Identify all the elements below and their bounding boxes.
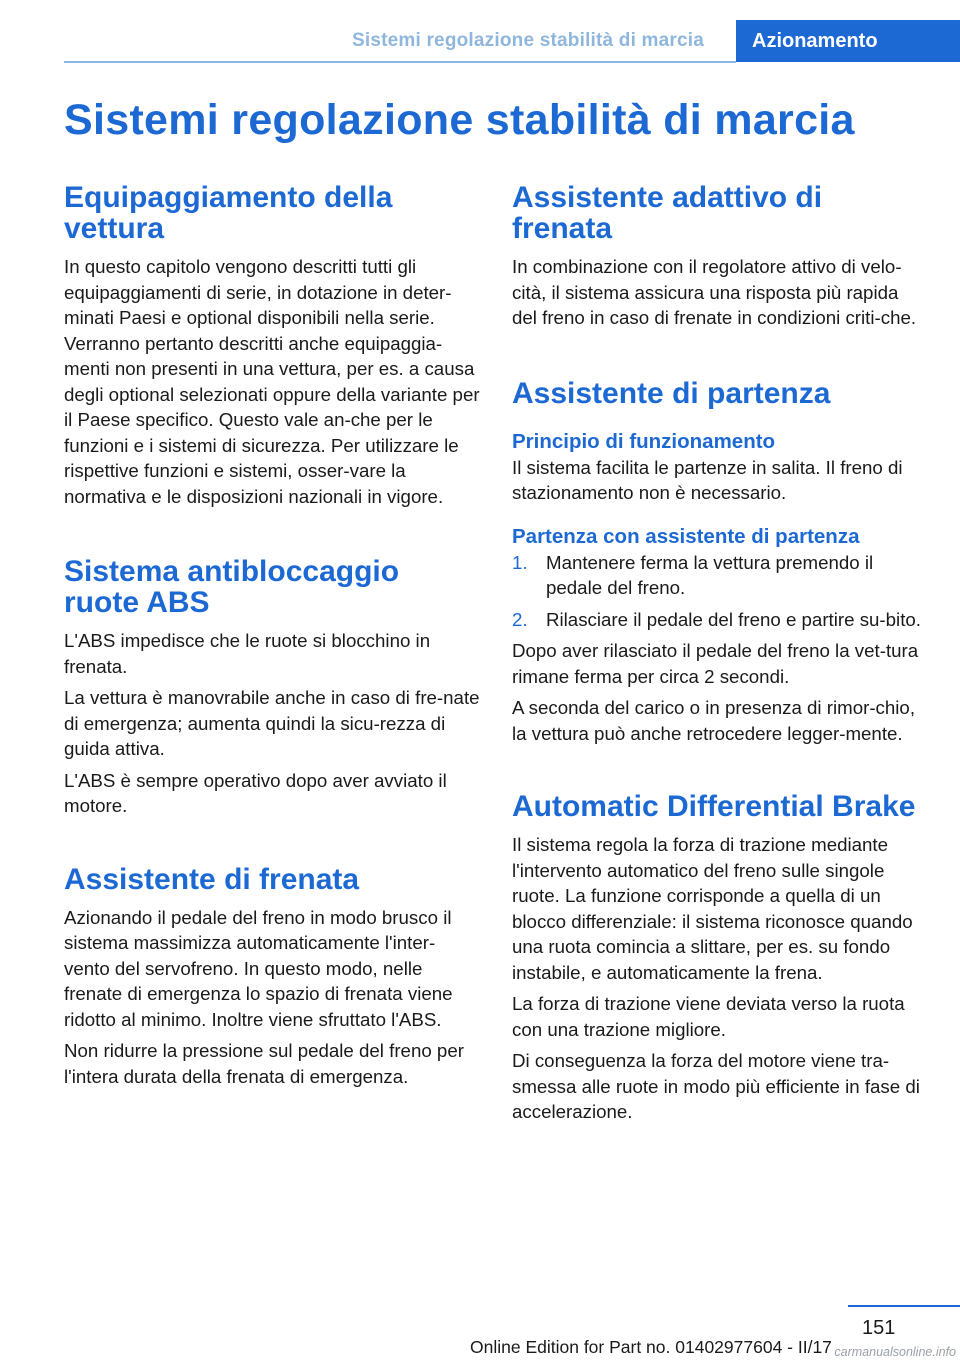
heading-adaptive-brake: Assistente adattivo di frenata [512, 181, 823, 245]
page-title: Sistemi regolazione stabilità di marcia [64, 96, 855, 144]
paragraph-start-1: Dopo aver rilasciato il pedale del freno la vet-tura rimane ferma per circa 2 secondi. [512, 640, 919, 687]
header-divider [64, 61, 736, 63]
heading-brake-assist: Assistente di frenata [64, 862, 360, 896]
heading-adb: Automatic Differential Brake [512, 790, 916, 823]
paragraph-principle: Il sistema facilita le partenze in salita. Il freno di stazionamento non è necessario. [512, 456, 903, 503]
subheading-start-with-assist: Partenza con assistente di partenza [512, 524, 860, 548]
paragraph-adb-2: La forza di trazione viene deviata verso la ruota con una trazione migliore. [512, 993, 905, 1040]
edition-note: Online Edition for Part no. 01402977604 - II/17 [470, 1337, 832, 1357]
paragraph-abs-1: L'ABS impedisce che le ruote si blocchino in frenata. [64, 630, 431, 677]
watermark: carmanualsonline.info [834, 1345, 956, 1359]
paragraph-abs-3: L'ABS è sempre operativo dopo aver avviato il motore. [64, 769, 447, 816]
paragraph-adb-3: Di conseguenza la forza del motore viene tra-smessa alle ruote in modo più efficiente in fase di accelerazione. [512, 1050, 920, 1122]
header-chapter-tab: Azionamento [736, 20, 960, 62]
paragraph-brake-assist-2: Non ridurre la pressione sul pedale del freno per l'intera durata della frenata di emergenza. [64, 1040, 464, 1087]
paragraph-brake-assist-1: Azionando il pedale del freno in modo brusco il sistema massimizza automaticamente l'inter-vento del servofreno. In questo modo, nelle frenate di emergenza lo spazio di frenata viene ridotto al minimo. Inoltre viene sfruttato l'ABS. [64, 906, 453, 1030]
step-text: Mantenere ferma la vettura premendo il pedale del freno. [546, 551, 874, 598]
subheading-principle: Principio di funzionamento [512, 429, 776, 453]
step-text: Rilasciare il pedale del freno e partire su-bito. [546, 608, 921, 630]
list-item [512, 607, 928, 633]
page-number: 151 [862, 1317, 896, 1339]
paragraph-adb-1: Il sistema regola la forza di trazione mediante l'intervento automatico del freno sulle singole ruote. La funzione corrisponde a quella di un blocco differenziale: il sistema riconosce quando una ruota comincia a slittare, per es. su fondo instabile, e automaticamente la frena. [512, 834, 913, 983]
heading-start-assist: Assistente di partenza [512, 376, 831, 410]
footer-divider [848, 1305, 960, 1307]
paragraph-equipment: In questo capitolo vengono descritti tutti gli equipaggiamenti di serie, in dotazione in deter-minati Paesi e optional disponibili nella serie. Verranno pertanto descritti anche equipaggia-menti non presenti in una vettura, per es. a causa degli optional selezionati oppure della variante per il Paese specifico. Questo vale an-che per le funzioni e i sistemi di sicurezza. Per utilizzare le rispettive funzioni e sistemi, osser-vare la normativa e le disposizioni nazionali in vigore. [64, 256, 480, 507]
paragraph-abs-2: La vettura è manovrabile anche in caso di fre-nate di emergenza; aumenta quindi la sicu-rezza di guida attiva. [64, 687, 480, 759]
heading-equipment: Equipaggiamento della vettura [64, 181, 393, 245]
header-section-title: Sistemi regolazione stabilità di marcia [352, 30, 705, 51]
paragraph-adaptive-brake: In combinazione con il regolatore attivo di velo-cità, il sistema assicura una risposta più rapida del freno in caso di frenate in condizioni criti-che. [512, 256, 917, 328]
step-number: 2. [512, 608, 528, 630]
right-column [512, 182, 928, 1125]
paragraph-start-2: A seconda del carico o in presenza di rimor-chio, la vettura può anche retrocedere legger-mente. [512, 697, 916, 744]
list-item [512, 550, 928, 601]
left-column [64, 182, 480, 1089]
steps-list [512, 550, 928, 633]
heading-abs: Sistema antibloccaggio ruote ABS [64, 555, 400, 619]
step-number: 1. [512, 551, 528, 573]
